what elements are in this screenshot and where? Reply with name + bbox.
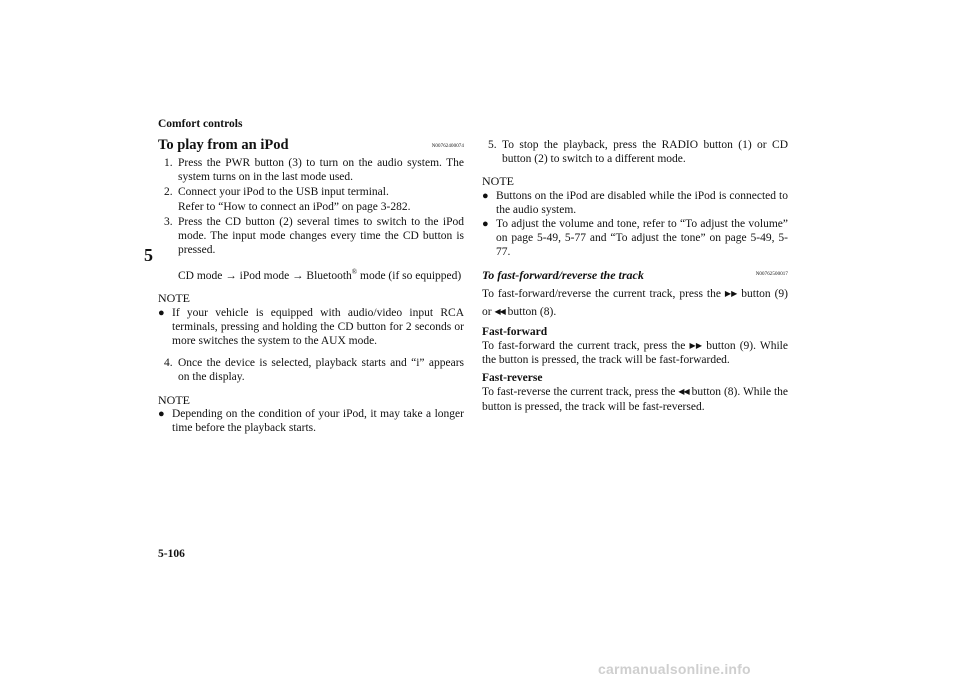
step-number: 1. [164, 157, 173, 169]
fast-forward-paragraph [482, 339, 788, 367]
step-item [158, 356, 464, 384]
subsection-title [482, 268, 788, 285]
section-header: Comfort controls [158, 118, 243, 130]
intro-paragraph [482, 285, 788, 321]
note-text: To adjust the volume and tone, refer to “To adjust the volume” on page 5-49, 5-77 and “To adjust the tone” on page 5-49, 5-77. [496, 218, 788, 259]
note-list [158, 407, 464, 435]
step-item [158, 185, 464, 213]
note-list [158, 306, 464, 349]
right-column [482, 138, 788, 414]
subsection-title-text: To fast-forward/reverse the track [482, 267, 644, 282]
step-text: Connect your iPod to the USB input terminal. [178, 186, 389, 199]
note-list [482, 189, 788, 260]
bullet-icon: ● [158, 407, 165, 420]
note-text: Depending on the condition of your iPod, it may take a longer time before the playback starts. [172, 407, 464, 435]
fast-reverse-paragraph [482, 385, 788, 413]
note-label: NOTE [482, 174, 514, 189]
note-text: If your vehicle is equipped with audio/video input RCA terminals, pressing and holding the CD button for 2 seconds or more switches the system to the AUX mode. [172, 306, 464, 348]
step-item [158, 215, 464, 284]
fast-reverse-text: To fast-reverse the current track, press the [482, 386, 676, 399]
section-ref-code: N00762400074 [431, 143, 464, 149]
fast-forward-icon: ▶▶ [689, 340, 703, 350]
page-number: 5-106 [158, 548, 185, 560]
note-item [482, 217, 788, 260]
section-title [158, 138, 464, 156]
intro-text: To fast-forward/reverse the current track, press the [482, 287, 721, 300]
note-label: NOTE [158, 291, 190, 306]
steps-list-right [482, 138, 788, 166]
note-item [482, 189, 788, 217]
intro-text: button (8). [507, 305, 557, 318]
fast-forward-heading: Fast-forward [482, 325, 548, 338]
fast-reverse-heading: Fast-reverse [482, 372, 543, 385]
step-text-reference: Refer to “How to connect an iPod” on page 3-282. [178, 200, 411, 213]
fast-forward-text: button (9). While the button is pressed, the track will be fast-forwarded. [482, 339, 788, 367]
step-number: 2. [164, 186, 173, 199]
fast-forward-icon: ▶▶ [724, 288, 738, 298]
mode-bluetooth: Bluetooth [306, 270, 352, 283]
step-text: Press the CD button (2) several times to switch to the iPod mode. The input mode changes every time the CD button is pressed. [178, 215, 464, 257]
fast-forward-text: To fast-forward the current track, press the [482, 339, 686, 352]
bullet-icon: ● [482, 218, 489, 231]
mode-ipod: iPod mode [239, 270, 290, 283]
step-text: To stop the playback, press the RADIO button (1) or CD button (2) to switch to a different mode. [502, 139, 788, 166]
subsection-ref-code: N00762500017 [755, 272, 788, 278]
rewind-icon: ◀◀ [678, 387, 689, 397]
steps-list [158, 156, 464, 283]
step-number: 5. [488, 139, 497, 151]
step-number: 3. [164, 215, 173, 228]
bullet-icon: ● [158, 306, 165, 319]
mode-sequence [178, 265, 464, 283]
registered-mark: ® [351, 268, 358, 277]
intro-text: button (9) or [482, 287, 788, 318]
bullet-icon: ● [482, 189, 489, 202]
step-item [482, 138, 788, 166]
chapter-number: 5 [144, 245, 153, 265]
note-label: NOTE [158, 392, 190, 407]
section-title-text: To play from an iPod [158, 137, 289, 153]
step-text: Press the PWR button (3) to turn on the audio system. The system turns on in the last mode used. [178, 157, 464, 184]
note-item [158, 306, 464, 349]
note-item [158, 407, 464, 435]
note-text: Buttons on the iPod are disabled while the iPod is connected to the audio system. [496, 189, 788, 216]
rewind-icon: ◀◀ [494, 306, 505, 316]
arrow-right-icon: → [225, 270, 237, 283]
step-text: Once the device is selected, playback starts and “i” appears on the display. [178, 357, 464, 384]
step-number: 4. [164, 357, 173, 370]
watermark-text: carmanualsonline.info [598, 661, 751, 677]
left-column [158, 138, 464, 435]
steps-list-continued [158, 356, 464, 384]
arrow-right-icon: → [292, 270, 304, 283]
step-item [158, 156, 464, 184]
mode-bluetooth-suffix: mode (if so equipped) [357, 270, 462, 283]
mode-cd: CD mode [178, 270, 223, 283]
fast-reverse-text: button (8). While the button is pressed, the track will be fast-reversed. [482, 386, 789, 413]
